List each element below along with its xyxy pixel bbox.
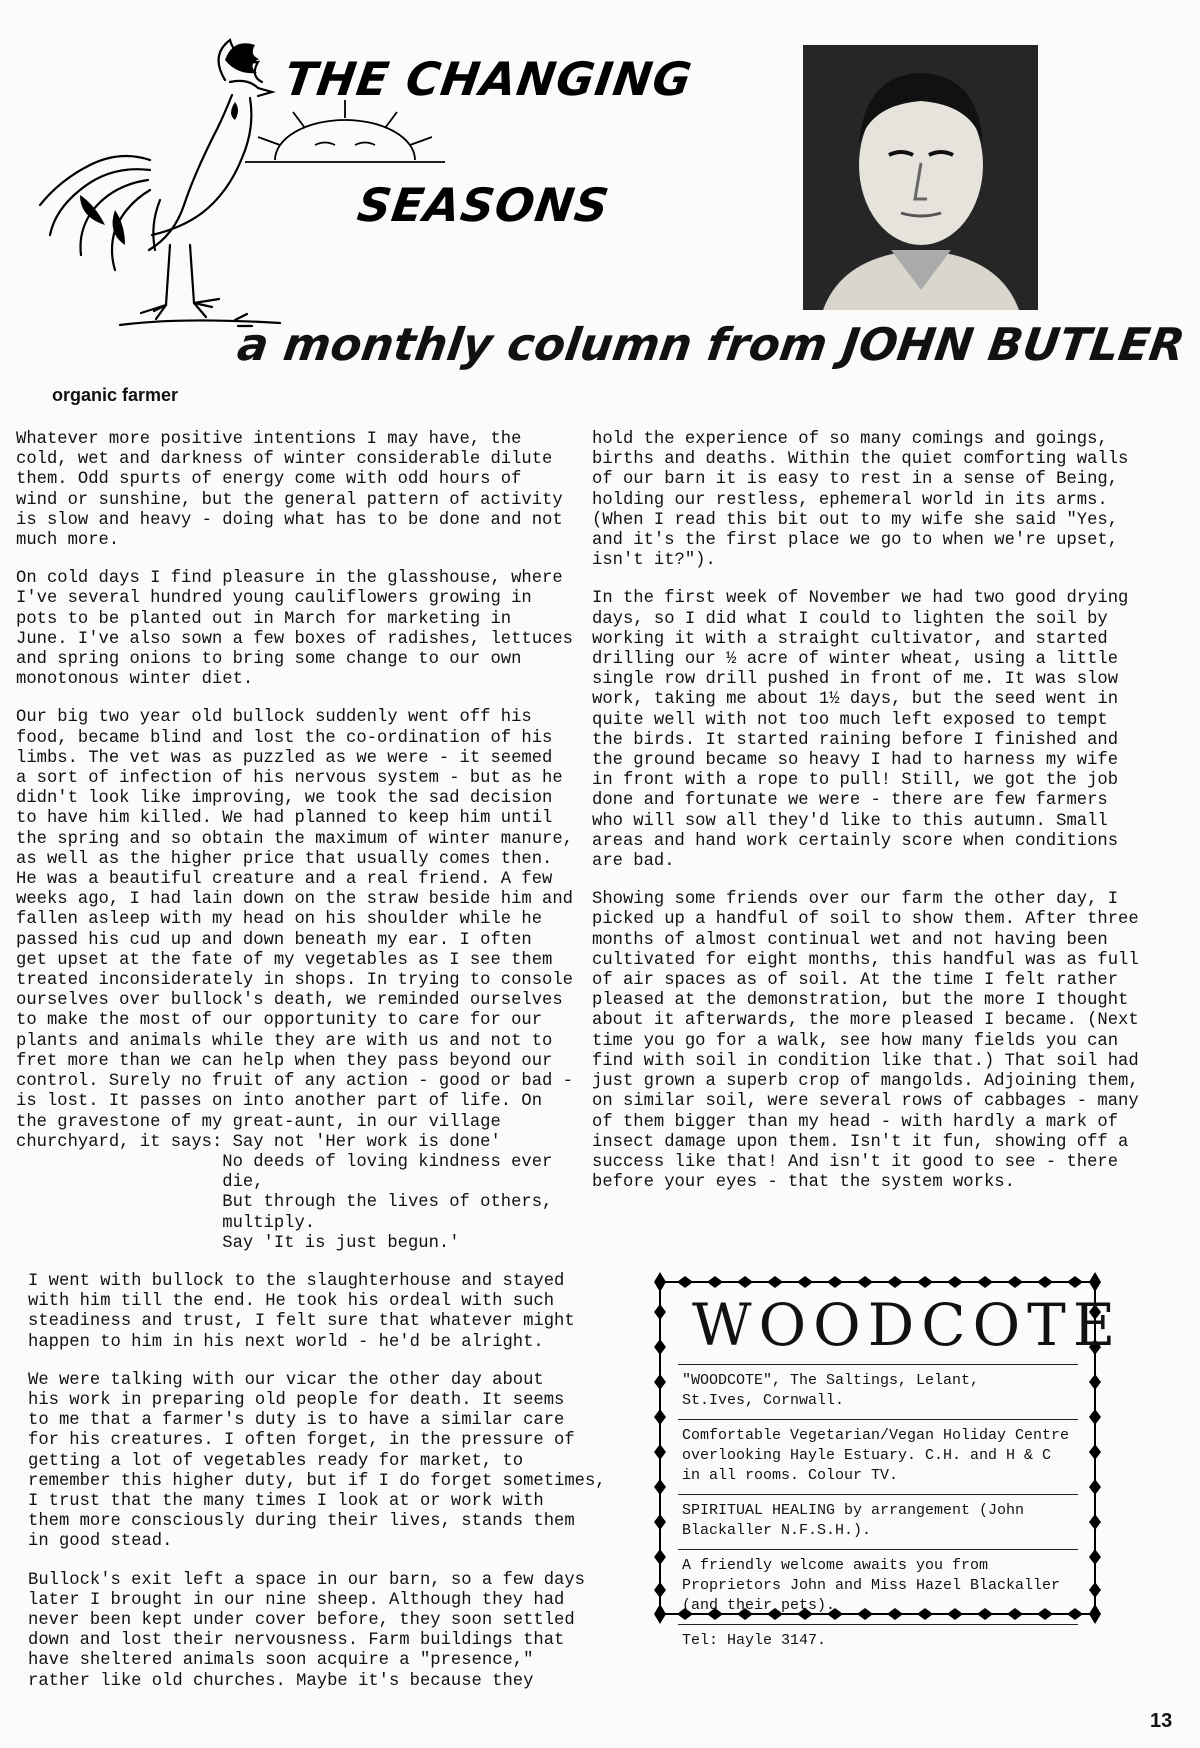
rising-sun-illustration <box>235 100 455 170</box>
page-number: 13 <box>1150 1710 1173 1732</box>
paragraph: In the first week of November we had two good drying days, so I did what I could to lighten the soil by working it with a straight cultivator, and started drilling our ½ acre of winter wheat, using a little single row drill pushed in front of me. It was slow work, taking me about 1½ days, but the seed went in quite well with not too much left exposed to tempt the birds. It started raining before I finished and the ground became so heavy I had to harness my wife in front with a rope to pull! Still, we got the job done and fortunate we were - there are few farmers who will sow all they'd like to this autumn. Small areas and hand work certainly score when conditions are bad. <box>592 589 1129 872</box>
advert-description: Comfortable Vegetarian/Vegan Holiday Centre overlooking Hayle Estuary. C.H. and H & C in all rooms. Colour TV. <box>678 1419 1078 1494</box>
paragraph: hold the experience of so many comings and goings, births and deaths. Within the quiet comforting walls of our barn it is easy to rest in a sense of Being, holding our restless, ephemeral world in its arms. (When I read this bit out to my wife she said "Yes, and it's the first place we go to when we're upset, isn't it?"). <box>592 430 1129 571</box>
advert-name: WOODCOTE <box>692 1291 1123 1359</box>
column-subtitle: a monthly column from JOHN BUTLER <box>234 318 1189 371</box>
paragraph: Our big two year old bullock suddenly went off his food, became blind and lost the co-ordination of his limbs. The vet was as puzzled as we were - it seemed a sort of infection of his nervous system - but as he didn't look like improving, we took the sad decision to have him killed. We had planned to keep him until the spring and so obtain the maximum of winter manure, as well as the higher price that usually comes then. He was a beautiful creature and a real friend. A few weeks ago, I had lain down on the straw beside him and fallen asleep with my head on his shoulder while he passed his cud up and down beneath my ear. I often get upset at the fate of my vegetables as I see them treated inconsiderately in shops. In trying to console ourselves over bullock's death, we reminded ourselves to make the most of our opportunity to care for our plants and animals while they are with us and not to fret more than we can help when they pass beyond our control. Surely no fruit of any action - good or bad - is lost. It passes on into another part of life. On the gravestone of my great-aunt, in our village churchyard, it says: Say not 'Her work is done' No deeds of loving kindness ever die, But through the lives of others, multiply. Say 'It is just begun.' <box>16 708 573 1253</box>
advert-welcome: A friendly welcome awaits you from Proprietors John and Miss Hazel Blackaller (and their pets). <box>678 1549 1078 1624</box>
paragraph: Showing some friends over our farm the other day, I picked up a handful of soil to show them. After three months of almost continual wet and not having been cultivated for eight months, this handful was as full of air spaces as of soil. At the time I felt rather pleased at the demonstration, but the more I thought about it afterwards, the more pleased I became. (Next time you go for a walk, see how many fields you can find with soil in condition like that.) That soil had just grown a superb crop of mangolds. Adjoining them, on similar soil, were several rows of cabbages - many of them bigger than my head - with hardly a mark of insect damage upon them. Isn't it fun, showing off a success like that! And isn't it good to see - there before your eyes - that the system works. <box>592 890 1139 1193</box>
author-portrait-photo <box>803 45 1038 310</box>
paragraph: We were talking with our vicar the other day about his work in preparing old people for death. It seems to me that a farmer's duty is to have a similar care for his creatures. I often forget, in the pressure of getting a lot of vegetables ready for market, to remember this higher duty, but if I do forget sometimes, I trust that the many times I look at or work with them more consciously during their lives, stands them in good stead. <box>28 1370 606 1552</box>
advert-healing: SPIRITUAL HEALING by arrangement (John Blackaller N.F.S.H.). <box>678 1494 1078 1549</box>
article-column-right <box>592 430 1172 1211</box>
title-line-2: SEASONS <box>354 178 613 232</box>
paragraph: I went with bullock to the slaughterhouse and stayed with him till the end. He took his ordeal with such steadiness and trust, I felt sure that whatever might happen to him in his next world - he'd be alright. <box>28 1272 575 1352</box>
article-column-left <box>16 430 596 1272</box>
woodcote-advert <box>650 1272 1123 1649</box>
advert-address: "WOODCOTE", The Saltings, Lelant, St.Ives, Cornwall. <box>678 1364 1078 1419</box>
advert-telephone: Tel: Hayle 3147. <box>678 1624 1078 1659</box>
title-line-1: THE CHANGING <box>281 52 696 106</box>
paragraph: Bullock's exit left a space in our barn, so a few days later I brought in our nine sheep. Although they had never been kept under cover before, they soon settled down and lost their nervousness. Farm buildings that have sheltered animals soon acquire a "presence," rather like old churches. Maybe it's because they <box>28 1570 585 1691</box>
paragraph: Whatever more positive intentions I may have, the cold, wet and darkness of winter considerable dilute them. Odd spurts of energy come with odd hours of wind or sunshine, but the general pattern of activity is slow and heavy - doing what has to be done and not much more. <box>16 430 563 551</box>
byline: organic farmer <box>52 385 179 405</box>
article-column-left-lower <box>28 1272 608 1710</box>
paragraph: On cold days I find pleasure in the glasshouse, where I've several hundred young cauliflowers growing in pots to be planted out in March for marketing in June. I've also sown a few boxes of radishes, lettuces and spring onions to bring some change to our own monotonous winter diet. <box>16 569 573 690</box>
